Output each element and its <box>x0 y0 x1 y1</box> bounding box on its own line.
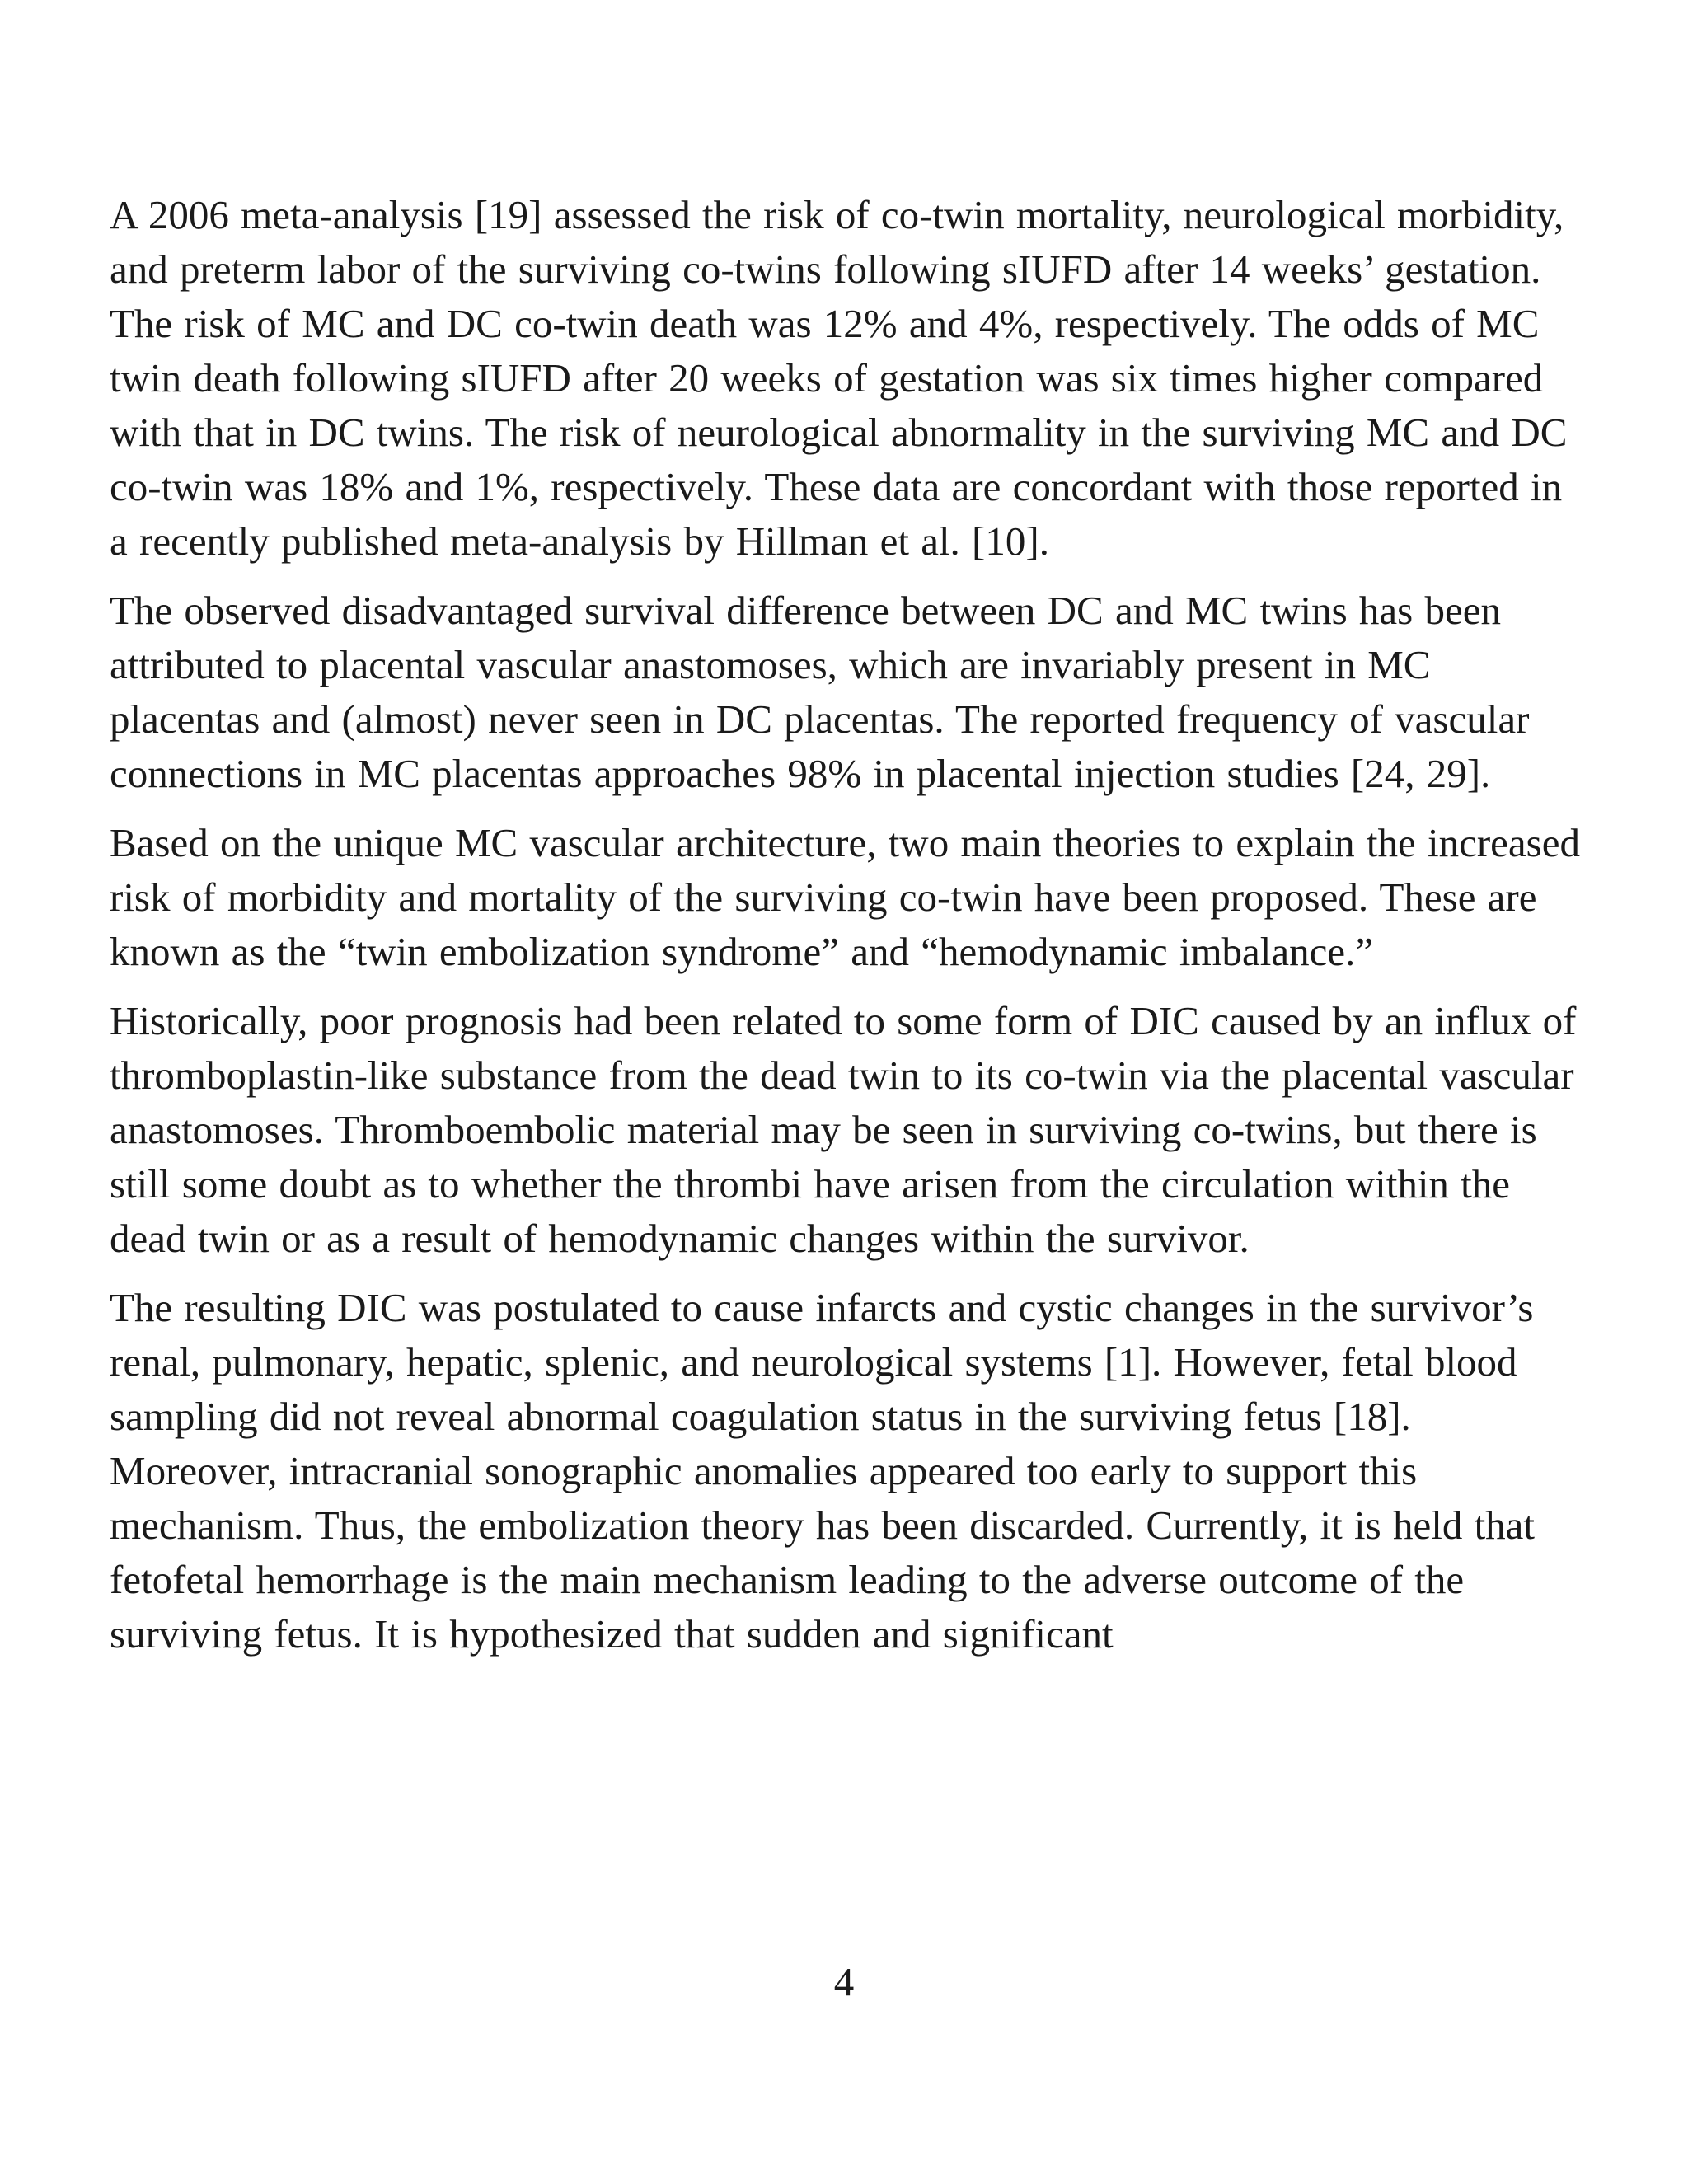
body-text <box>110 188 1585 1676</box>
paragraph-survival-difference: The observed disadvantaged survival difference between DC and MC twins has been attributed to placental vascular anastomoses, which are invariably present in MC placentas and (almost) never seen in DC placentas. The reported frequency of vascular connections in MC placentas approaches 98% in placental injection studies [24, 29]. <box>110 588 1530 796</box>
page-number: 4 <box>833 1959 855 2004</box>
paragraph-embolization-theory: The resulting DIC was postulated to cause infarcts and cystic changes in the survivor’s renal, pulmonary, hepatic, splenic, and neurological systems [1]. However, fetal blood sampling did not reveal abnormal coagulation status in the surviving fetus [18]. Moreover, intracranial sonographic anomalies appeared too early to support this mechanism. Thus, the embolization theory has been discarded. Currently, it is held that fetofetal hemorrhage is the main mechanism leading to the adverse outcome of the surviving fetus. It is hypothesized that sudden and significant <box>110 1285 1536 1657</box>
paragraph-historical-dic: Historically, poor prognosis had been related to some form of DIC caused by an influx of thromboplastin-like substance from the dead twin to its co-twin via the placental vascular anastomoses. Thromboembolic material may be seen in surviving co-twins, but there is still some doubt as to whether the thrombi have arisen from the circulation within the dead twin or as a result of hemodynamic changes within the survivor. <box>110 998 1577 1261</box>
paragraph-meta-analysis: A 2006 meta-analysis [19] assessed the risk of co-twin mortality, neurological morbidity, and preterm labor of the surviving co-twins following sIUFD after 14 weeks’ gestation. The risk of MC and DC co-twin death was 12% and 4%, respectively. The odds of MC twin death following sIUFD after 20 weeks of gestation was six times higher compared with that in DC twins. The risk of neurological abnormality in the surviving MC and DC co-twin was 18% and 1%, respectively. These data are concordant with those reported in a recently published meta-analysis by Hillman et al. [10]. <box>110 192 1568 564</box>
paragraph-main-theories: Based on the unique MC vascular architecture, two main theories to explain the increased risk of morbidity and mortality of the surviving co-twin have been proposed. These are known as the “twin embolization syndrome” and “hemodynamic imbalance.” <box>110 820 1580 974</box>
